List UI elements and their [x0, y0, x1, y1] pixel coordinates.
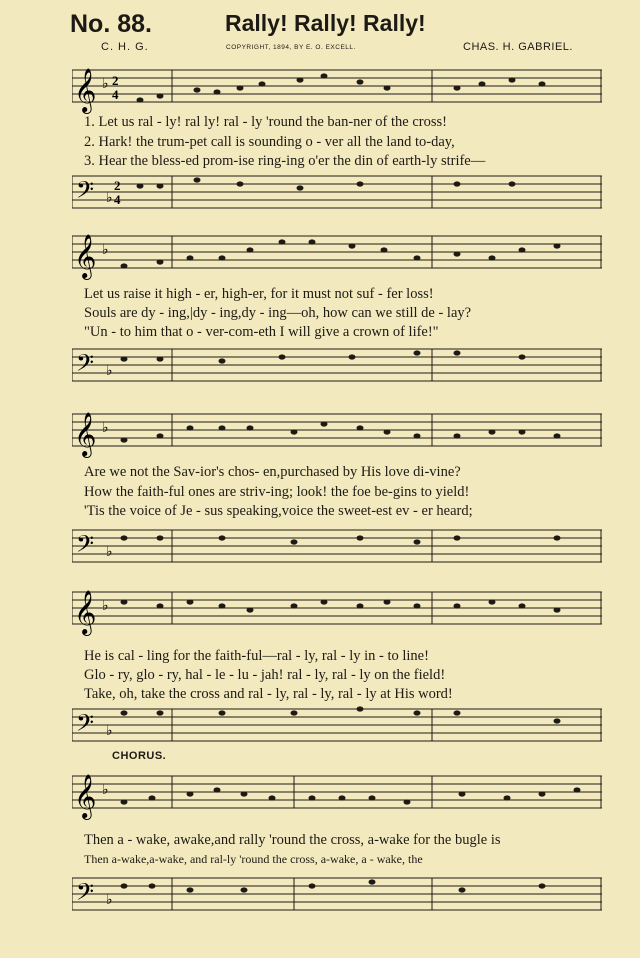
treble-staff-4-lines	[72, 584, 602, 636]
svg-text:♭: ♭	[102, 782, 109, 798]
bass-staff-3	[72, 526, 602, 574]
svg-text:𝄞: 𝄞	[74, 234, 97, 278]
svg-text:𝄢: 𝄢	[76, 530, 95, 563]
treble-staff-1	[72, 62, 602, 114]
lyric-line-3-3: 'Tis the voice of Je - sus speaking,voice the sweet-est ev - er heard;	[84, 503, 473, 519]
svg-text:𝄢: 𝄢	[76, 878, 95, 911]
lyric-line-3-1: Are we not the Sav-ior's chos- en,purchased by His love di-vine?	[84, 464, 461, 480]
svg-text:♭: ♭	[102, 76, 109, 92]
hymn-title: Rally! Rally! Rally!	[225, 10, 426, 36]
treble-staff-3-lines	[72, 406, 602, 458]
lyric-line-3-2: How the faith-ful ones are striv-ing; look! the foe be-gins to yield!	[84, 484, 470, 500]
bass-staff-4-lines	[72, 705, 602, 753]
svg-text:2: 2	[114, 178, 121, 193]
svg-text:𝄢: 𝄢	[76, 709, 95, 742]
treble-staff-5-lines	[72, 768, 602, 820]
bass-staff-3-lines	[72, 526, 602, 574]
svg-text:𝄞: 𝄞	[74, 590, 97, 634]
treble-staff-2	[72, 228, 602, 280]
svg-text:♭: ♭	[102, 598, 109, 614]
lyric-line-4-1: He is cal - ling for the faith-ful—ral - ly, ral - ly in - to line!	[84, 648, 429, 664]
lyric-line-2-3: "Un - to him that o - ver-com-eth I will give a crown of life!"	[84, 324, 439, 340]
bass-staff-5-lines	[72, 874, 602, 922]
svg-text:♭: ♭	[106, 544, 113, 560]
lyric-line-2-2: Souls are dy - ing,|dy - ing,dy - ing—oh, how can we still de - lay?	[84, 305, 472, 321]
svg-text:𝄞: 𝄞	[74, 774, 97, 818]
lyric-line-1-2: 2. Hark! the trum-pet call is sounding o - ver all the land to-day,	[84, 134, 455, 150]
bass-staff-2	[72, 345, 602, 393]
lyric-line-2-1: Let us raise it high - er, high-er, for it must not suf - fer loss!	[84, 286, 434, 302]
svg-text:♭: ♭	[102, 242, 109, 258]
lyric-line-1-1: 1. Let us ral - ly! ral ly! ral - ly 'round the ban-ner of the cross!	[84, 114, 447, 130]
lyricist-credit: C. H. G.	[101, 41, 149, 53]
lyric-line-5-2: Then a-wake,a-wake, and ral-ly 'round the cross, a-wake, a - wake, the	[84, 852, 423, 866]
lyric-line-4-2: Glo - ry, glo - ry, hal - le - lu - jah! ral - ly, ral - ly on the field!	[84, 667, 446, 683]
treble-staff-4	[72, 584, 602, 636]
lyric-line-1-3: 3. Hear the bless-ed prom-ise ring-ing o'er the din of earth-ly strife—	[84, 153, 486, 169]
svg-text:♭: ♭	[106, 363, 113, 379]
svg-text:𝄞: 𝄞	[74, 68, 97, 112]
svg-text:♭: ♭	[106, 892, 113, 908]
svg-text:4: 4	[112, 87, 119, 102]
treble-staff-1-lines	[72, 62, 602, 114]
bass-staff-1	[72, 172, 602, 220]
lyric-line-4-3: Take, oh, take the cross and ral - ly, ral - ly, ral - ly at His word!	[84, 686, 453, 702]
hymn-number: No. 88.	[70, 10, 152, 38]
lyric-line-5-1: Then a - wake, awake,and rally 'round the cross, a-wake for the bugle is	[84, 832, 501, 848]
svg-text:2: 2	[112, 73, 119, 88]
bass-staff-4	[72, 705, 602, 753]
chorus-label: CHORUS.	[112, 750, 167, 762]
svg-text:𝄢: 𝄢	[76, 349, 95, 382]
composer-credit: CHAS. H. GABRIEL.	[463, 41, 573, 53]
treble-staff-5	[72, 768, 602, 820]
treble-staff-3	[72, 406, 602, 458]
bass-staff-5	[72, 874, 602, 922]
treble-staff-2-lines	[72, 228, 602, 280]
bass-staff-1-lines	[72, 172, 602, 220]
svg-text:𝄞: 𝄞	[74, 412, 97, 456]
copyright-notice: COPYRIGHT, 1894, BY E. O. EXCELL.	[226, 44, 356, 51]
svg-text:4: 4	[114, 192, 121, 207]
svg-text:♭: ♭	[106, 190, 113, 206]
svg-text:♭: ♭	[106, 723, 113, 739]
svg-text:𝄢: 𝄢	[76, 176, 95, 209]
bass-staff-2-lines	[72, 345, 602, 393]
svg-text:♭: ♭	[102, 420, 109, 436]
